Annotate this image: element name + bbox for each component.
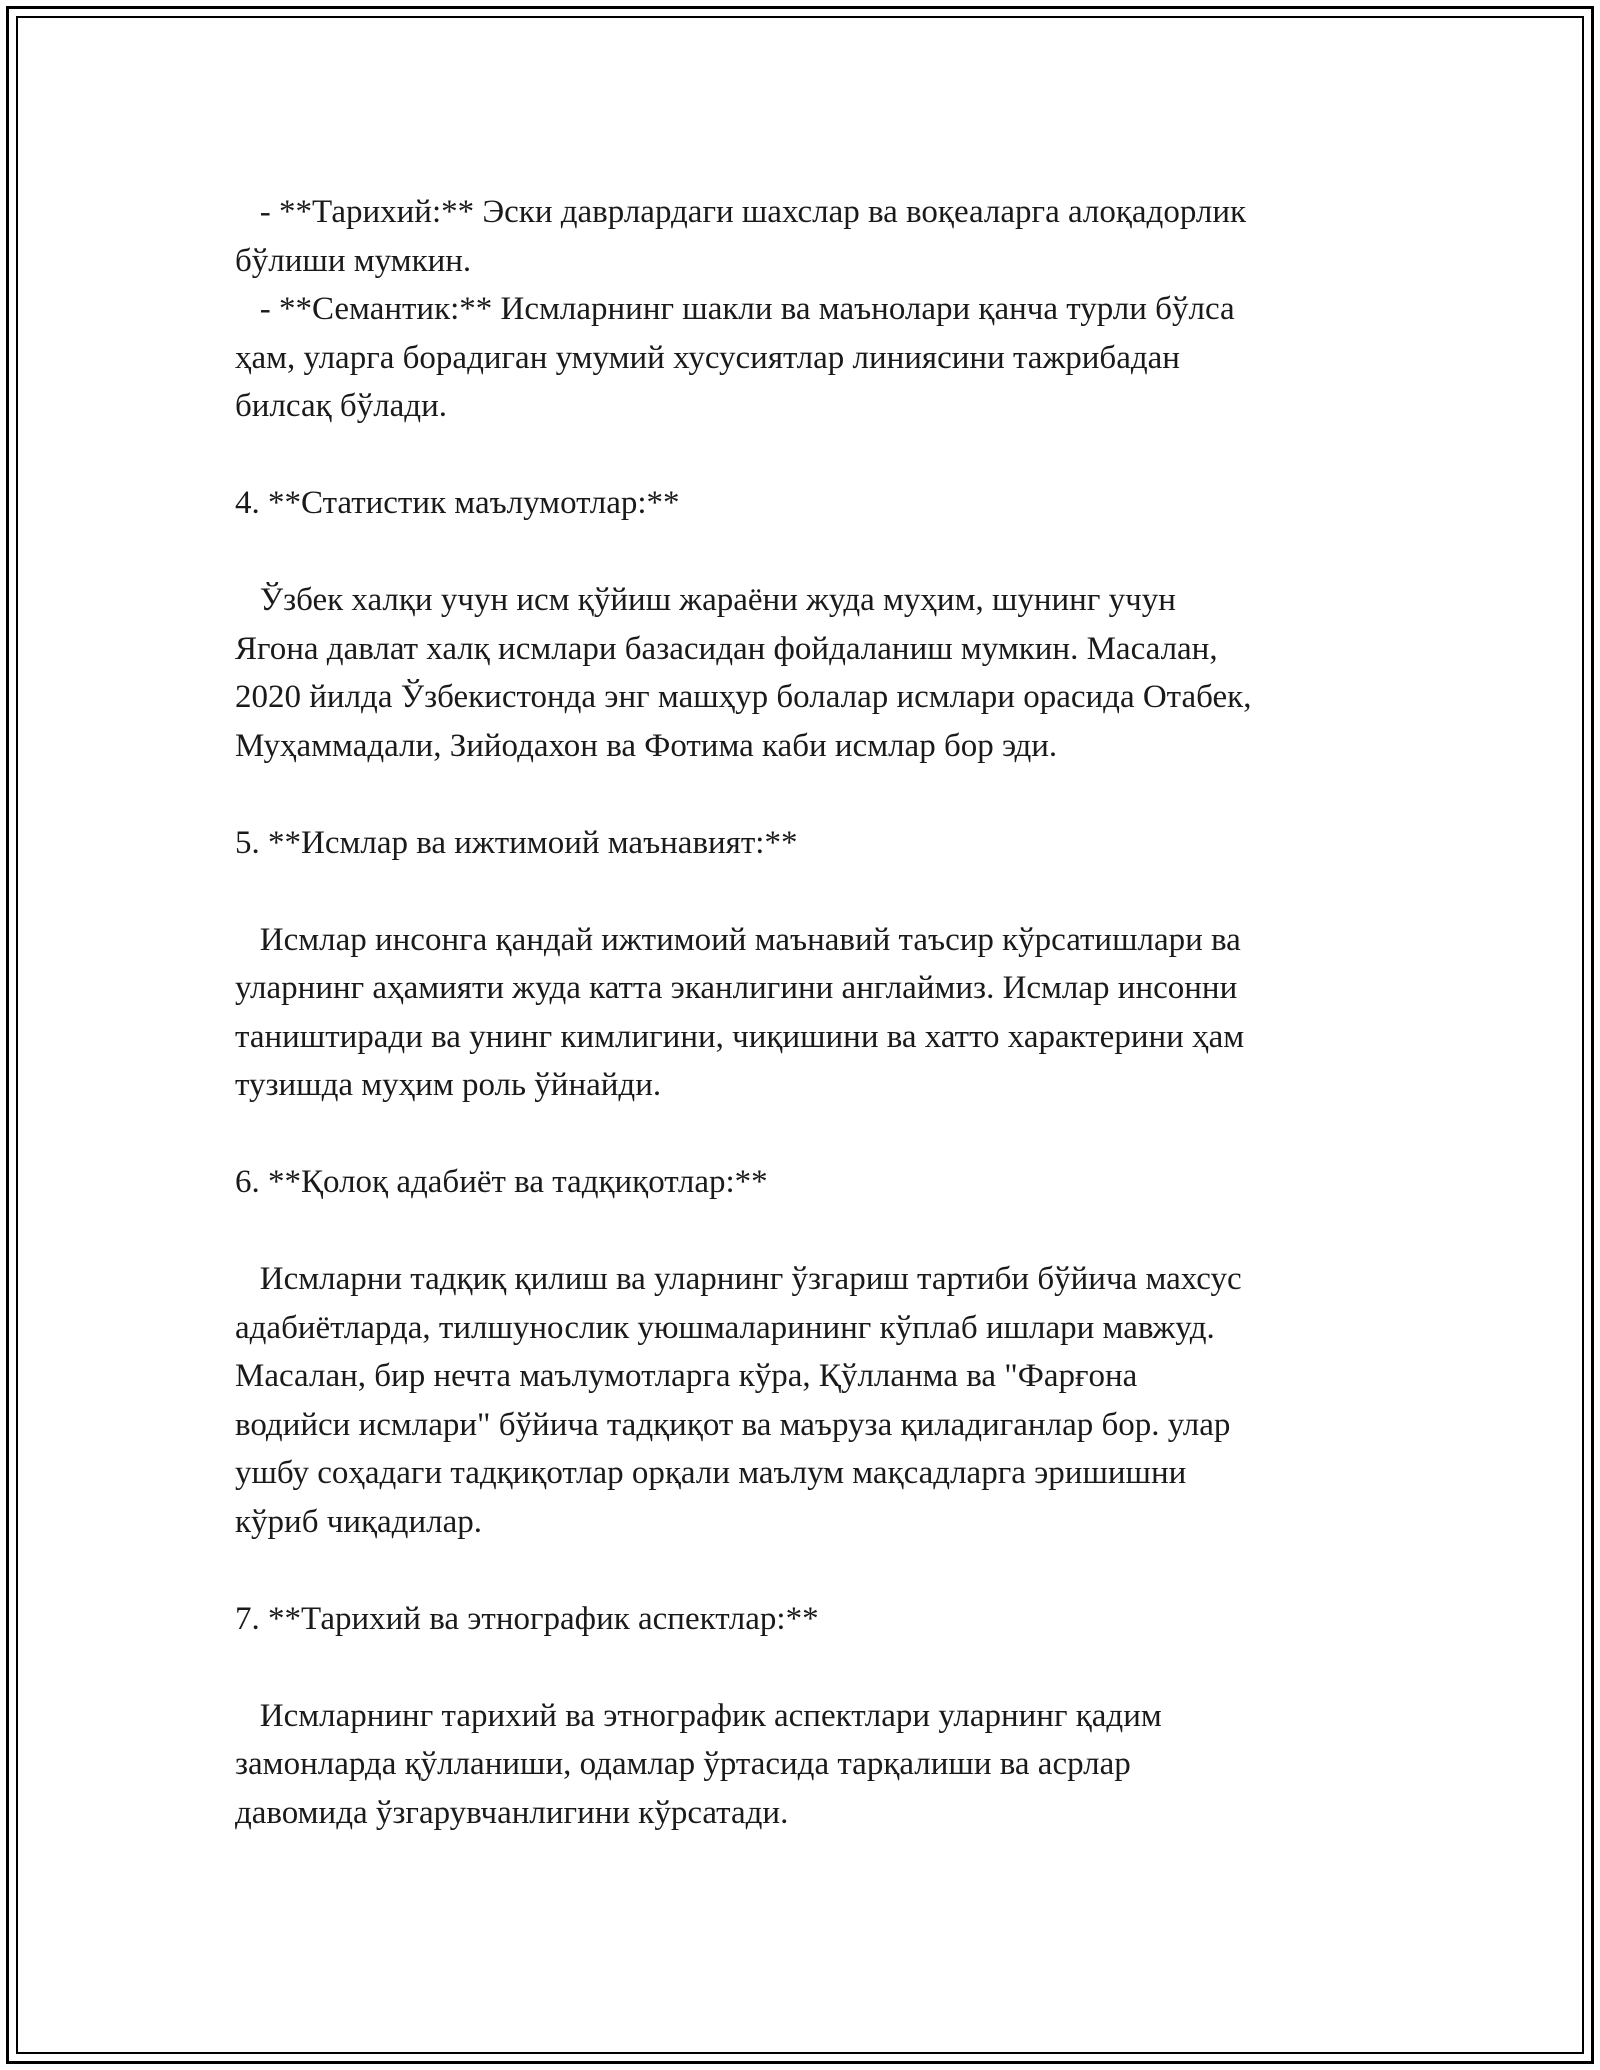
text-line: 2020 йилда Ўзбекистонда энг машҳур болалар исмлари орасида Отабек,	[235, 679, 1252, 715]
text-line: ушбу соҳадаги тадқиқотлар орқали маълум мақсадларга эришишни	[235, 1455, 1187, 1491]
blank-line	[235, 1643, 1385, 1692]
text-line: 7. **Тарихий ва этнографик аспектлар:**	[235, 1600, 819, 1637]
text-line: замонларда қўлланиши, одамлар ўртасида тарқалиши ва асрлар	[235, 1746, 1131, 1782]
text-line: Муҳаммадали, Зийодахон ва Фотима каби исмлар бор эди.	[235, 727, 1058, 764]
blank-line	[235, 1110, 1385, 1159]
text-line: тузишда муҳим роль ўйнайди.	[235, 1067, 662, 1103]
text-line: давомида ўзгарувчанлигини кўрсатади.	[235, 1794, 789, 1831]
text-line: адабиётларда, тилшунослик уюшмаларининг кўплаб ишлари мавжуд.	[235, 1309, 1215, 1346]
blank-line	[235, 1207, 1385, 1256]
document-body	[235, 188, 1385, 1837]
text-line: таништиради ва унинг кимлигини, чиқишини ва хатто характерини ҳам	[235, 1018, 1245, 1055]
text-line: бўлиши мумкин.	[235, 242, 472, 279]
blank-line	[235, 528, 1385, 577]
text-line: уларнинг аҳамияти жуда катта эканлигини англаймиз. Исмлар инсонни	[235, 970, 1238, 1006]
text-line: - **Семантик:** Исмларнинг шакли ва маънолари қанча турли бўлса	[235, 291, 1235, 327]
text-line: - **Тарихий:** Эски даврлардаги шахслар ва воқеаларга алоқадорлик	[235, 194, 1247, 230]
text-line: Исмлар инсонга қандай ижтимоий маънавий таъсир кўрсатишлари ва	[235, 921, 1241, 958]
text-line: Ягона давлат халқ исмлари базасидан фойдаланиш мумкин. Масалан,	[235, 630, 1218, 667]
text-line: Масалан, бир нечта маълумотларга кўра, Қўлланма ва "Фарғона	[235, 1358, 1138, 1394]
blank-line	[235, 431, 1385, 480]
text-line: водийси исмлари" бўйича тадқиқот ва маъруза қиладиганлар бор. улар	[235, 1406, 1231, 1443]
text-line: 5. **Исмлар ва ижтимоий маънавият:**	[235, 824, 798, 861]
text-line: 6. **Қолоқ адабиёт ва тадқиқотлар:**	[235, 1164, 768, 1200]
text-line: ҳам, уларга борадиган умумий хусусиятлар линиясини тажрибадан	[235, 339, 1180, 376]
blank-line	[235, 770, 1385, 819]
text-line: билсақ бўлади.	[235, 388, 448, 424]
text-line: Исмларни тадқиқ қилиш ва уларнинг ўзгариш тартиби бўйича махсус	[235, 1261, 1242, 1297]
text-line: Ўзбек халқи учун исм қўйиш жараёни жуда муҳим, шунинг учун	[235, 582, 1176, 618]
text-line: Исмларнинг тарихий ва этнографик аспектлари уларнинг қадим	[235, 1697, 1162, 1734]
blank-line	[235, 867, 1385, 916]
text-line: кўриб чиқадилар.	[235, 1503, 482, 1540]
text-line: 4. **Статистик маълумотлар:**	[235, 485, 680, 521]
blank-line	[235, 1546, 1385, 1595]
